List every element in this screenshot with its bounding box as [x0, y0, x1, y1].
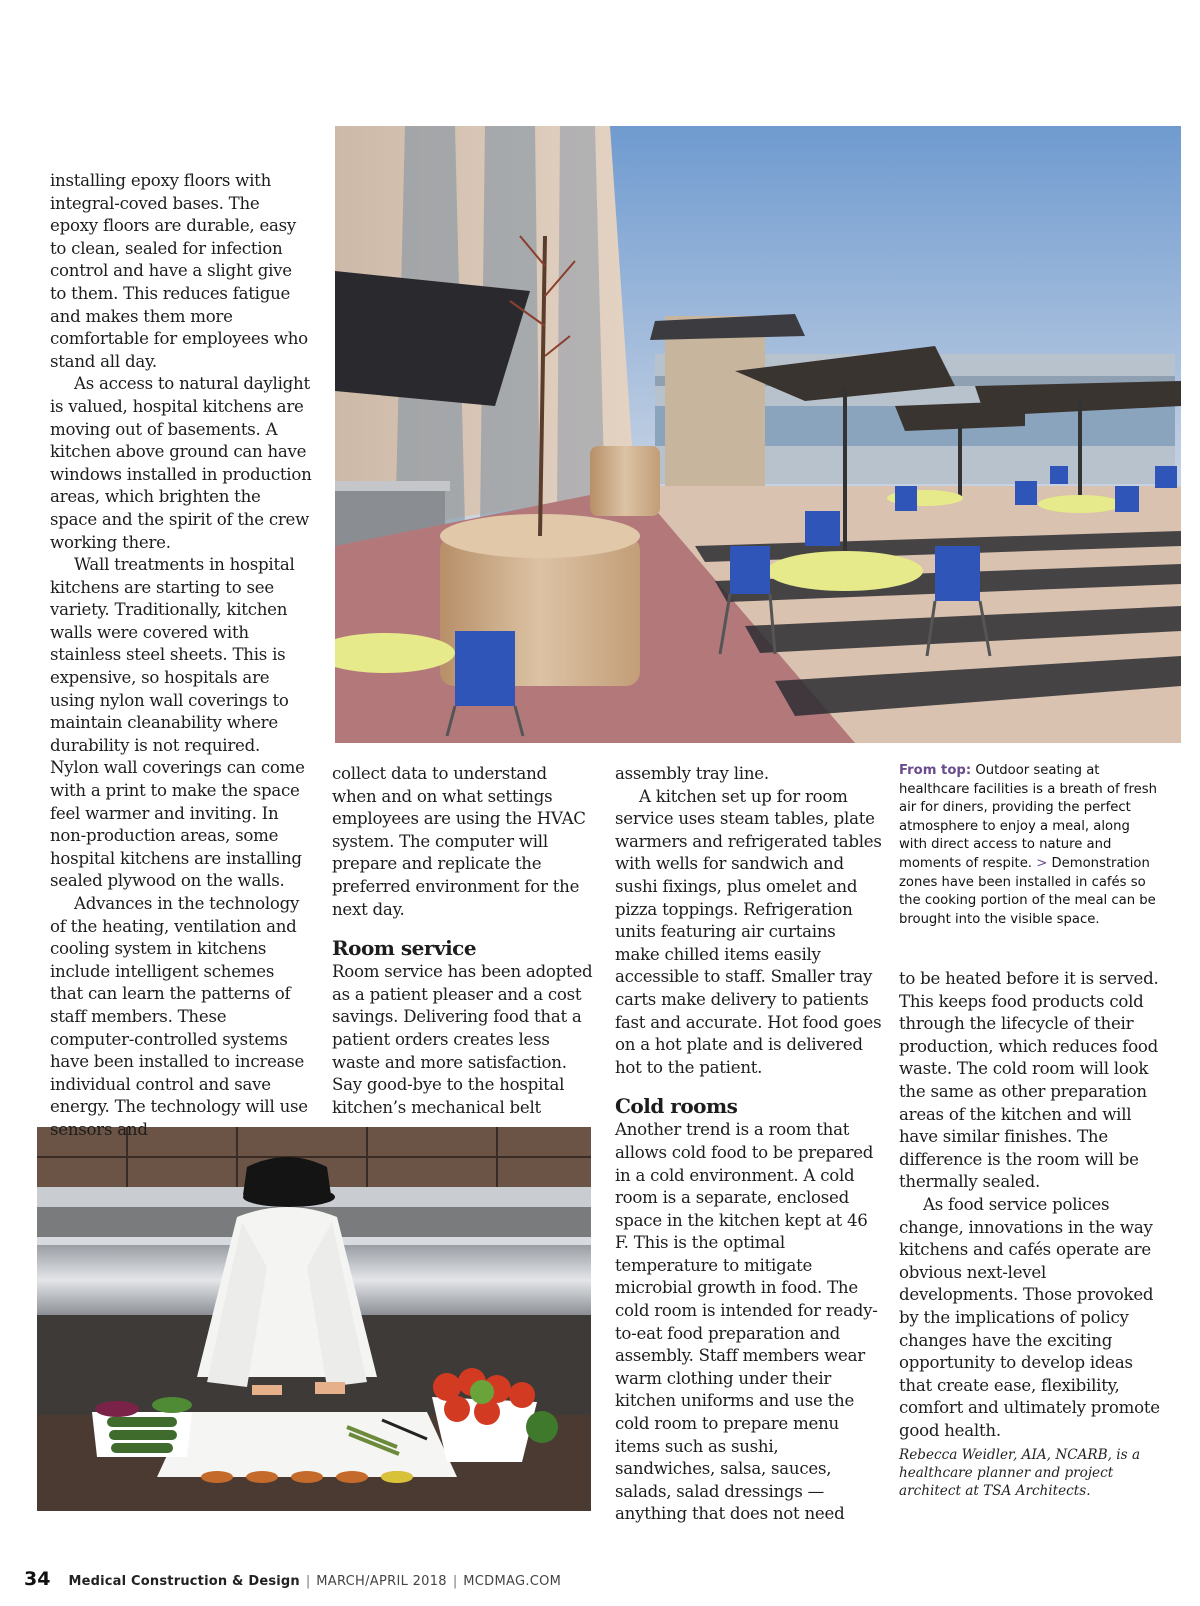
- body-paragraph: collect data to understand when and on what settings employees are using the HVAC system. The computer will prepare and replicate the preferred environment for the next day.: [332, 764, 586, 919]
- caption-text-2: Demonstration zones have been installed in cafés so the cooking portion of the meal can be brought into the visible space.: [899, 855, 1156, 927]
- footer-separator: |: [305, 1574, 311, 1589]
- body-paragraph: As food service polices change, innovations in the way kitchens and cafés operate are obvious next-level developments. Those provoked by the implications of policy changes have the exciting opportunity to develop ideas that create ease, flexibility, comfort and ultimately promote good health.: [899, 1194, 1160, 1440]
- demonstration-kitchen-illustration: [37, 1127, 591, 1511]
- caption-arrow: >: [1036, 855, 1048, 871]
- page-footer: [24, 1568, 561, 1590]
- issue-date: MARCH/APRIL 2018: [316, 1574, 447, 1589]
- page-number: 34: [24, 1568, 51, 1590]
- body-paragraph: assembly tray line.: [615, 764, 769, 783]
- article-column-1: [50, 170, 312, 1142]
- footer-separator: |: [452, 1574, 458, 1589]
- body-paragraph: to be heated before it is served. This keeps food products cold through the lifecycle of their production, which reduces food waste. The cold room will look the same as other preparation areas of the kitchen and will have similar finishes. The difference is the room will be thermally sealed.: [899, 969, 1159, 1192]
- outdoor-seating-photo: [335, 126, 1181, 743]
- body-paragraph: Room service has been adopted as a patient pleaser and a cost savings. Delivering food that a patient orders creates less waste and more satisfaction. Say good-bye to the hospital kitchen’s mechanical belt: [332, 962, 593, 1117]
- outdoor-seating-illustration: [335, 126, 1181, 743]
- body-paragraph: Wall treatments in hospital kitchens are starting to see variety. Traditionally, kitchen walls were covered with stainless steel sheets. This is expensive, so hospitals are using nylon wall coverings to maintain cleanability where durability is not required. Nylon wall coverings can come with a print to make the space feel warmer and inviting. In non-production areas, some hospital kitchens are installing sealed plywood on the walls.: [50, 555, 305, 891]
- article-column-2: [332, 763, 594, 1119]
- demonstration-kitchen-photo: [37, 1127, 591, 1511]
- body-paragraph: Another trend is a room that allows cold food to be prepared in a cold environment. A cold room is a separate, enclosed space in the kitchen kept at 46 F. This is the optimal temperature to mitigate microbial growth in food. The cold room is intended for ready-to-eat food preparation and assembly. Staff members wear warm clothing under their kitchen uniforms and use the cold room to prepare menu items such as sushi, sandwiches, salsa, sauces, salads, salad dressings — anything that does not need: [615, 1120, 878, 1524]
- body-paragraph: As access to natural daylight is valued, hospital kitchens are moving out of basements. A kitchen above ground can have windows installed in production areas, which brighten the space and the spirit of the crew working there.: [50, 374, 312, 552]
- body-paragraph: A kitchen set up for room service uses steam tables, plate warmers and refrigerated tables with wells for sandwich and sushi fixings, plus omelet and pizza toppings. Refrigeration units featuring air curtains make chilled items easily accessible to staff. Smaller tray carts make delivery to patients fast and accurate. Hot food goes on a hot plate and is delivered hot to the patient.: [615, 786, 882, 1077]
- caption-text-1: Outdoor seating at healthcare facilities is a breath of fresh air for diners, providing the perfect atmosphere to enjoy a meal, along with direct access to nature and moments of respite.: [899, 763, 1157, 871]
- section-heading-room-service: Room service: [332, 936, 477, 961]
- article-column-3: [615, 763, 883, 1526]
- author-bio: Rebecca Weidler, AIA, NCARB, is a healthcare planner and project architect at TSA Architects.: [899, 1447, 1141, 1499]
- photo-caption: [899, 762, 1161, 929]
- body-paragraph: installing epoxy floors with integral-coved bases. The epoxy floors are durable, easy to clean, sealed for infection control and have a slight give to them. This reduces fatigue and makes them more comfortable for employees who stand all day.: [50, 171, 308, 371]
- section-heading-cold-rooms: Cold rooms: [615, 1094, 738, 1119]
- body-paragraph: Advances in the technology of the heating, ventilation and cooling system in kitchens include intelligent schemes that can learn the patterns of staff members. These computer-controlled systems have been installed to increase individual control and save energy. The technology will use sensors and: [50, 894, 308, 1139]
- caption-lead: From top:: [899, 763, 972, 778]
- website: MCDMAG.COM: [463, 1574, 562, 1589]
- magazine-name: Medical Construction & Design: [68, 1574, 300, 1589]
- article-column-4: [899, 968, 1161, 1442]
